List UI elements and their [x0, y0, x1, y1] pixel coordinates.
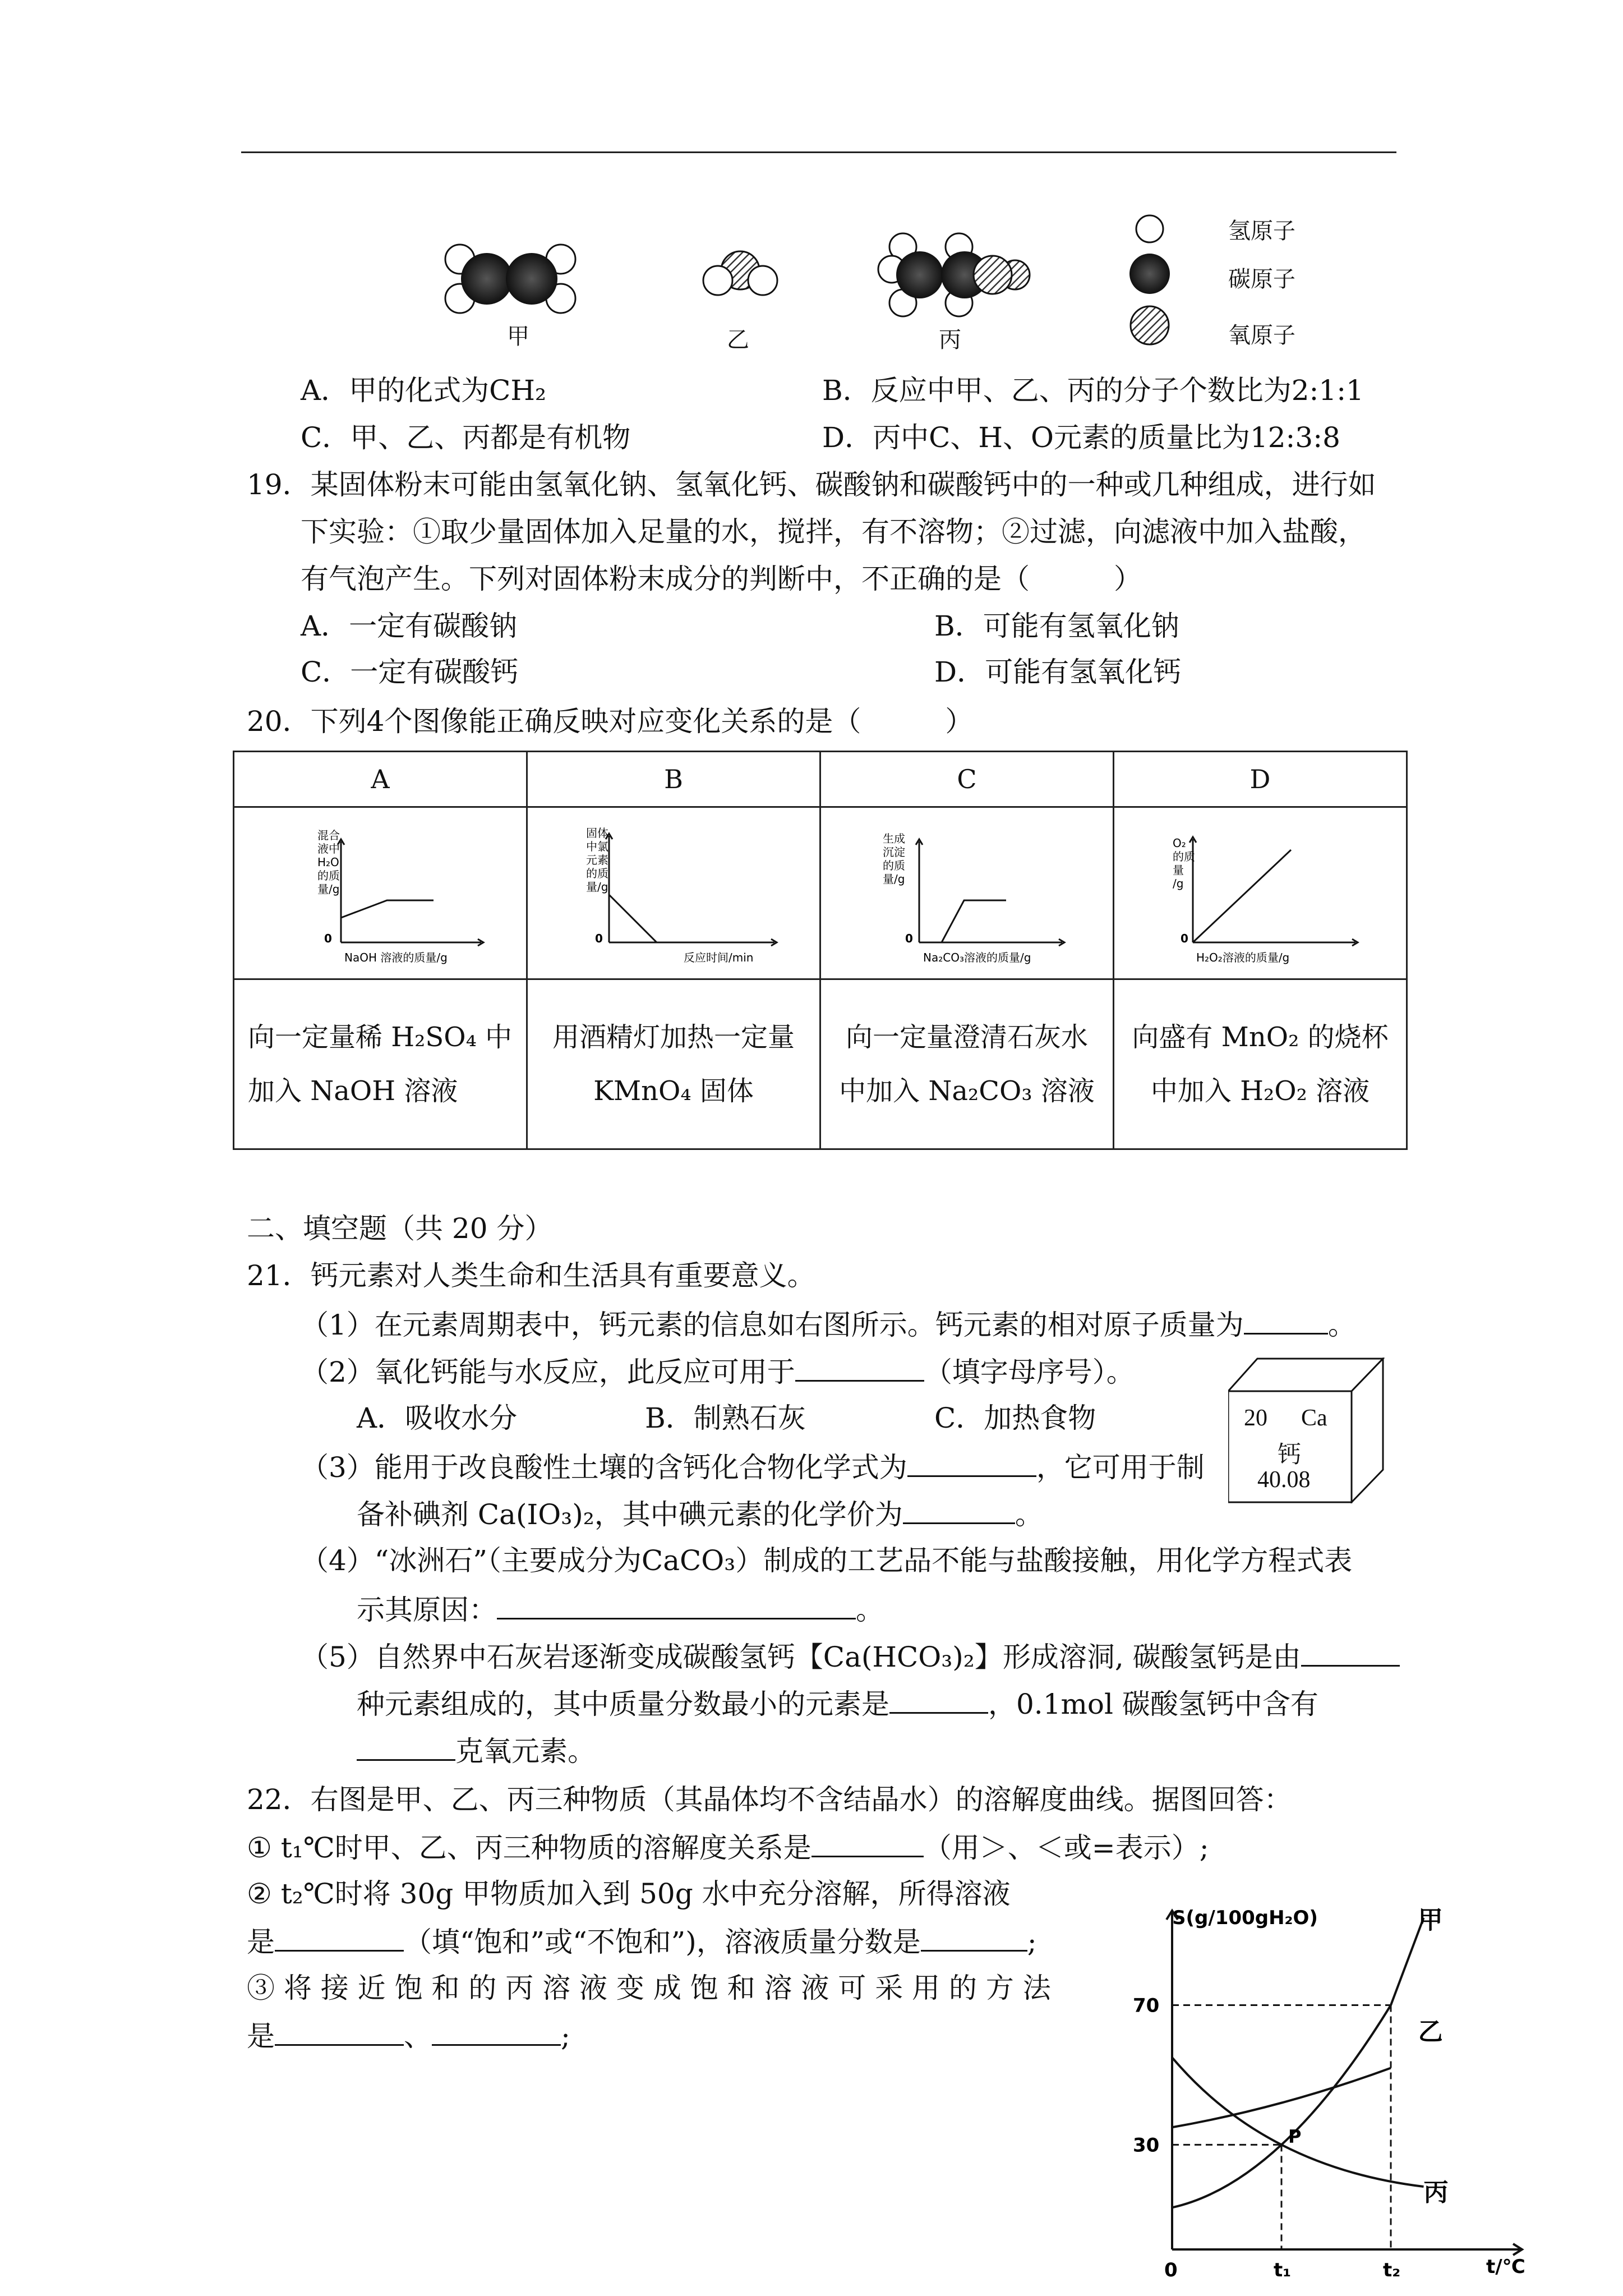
q20-c-origin: 0: [905, 932, 913, 945]
q21-part4-line2: [357, 1592, 884, 1627]
q21-part4-period: 。: [856, 1594, 884, 1626]
q21-blank-4[interactable]: [903, 1497, 1015, 1524]
label-yi: 乙: [727, 327, 749, 353]
q20-b-ylabel-3: 的质: [586, 867, 608, 880]
q20-b-xlabel: 反应时间/min: [684, 951, 754, 964]
q21-part3-text2: 备补碘剂 Ca(IO₃)₂，其中碘元素的化学价为: [357, 1498, 903, 1531]
q20-b-origin: 0: [595, 932, 603, 945]
q19-option-b: B．可能有氢氧化钠: [934, 610, 1179, 642]
q22-sub1-tail: （用＞、＜或=表示）;: [923, 1832, 1209, 1864]
q22-blank-2[interactable]: [275, 1924, 404, 1952]
legend-o-label: 氧原子: [1228, 323, 1295, 348]
chart-series-label: 丙: [1423, 2178, 1449, 2207]
q21-blank-7[interactable]: [889, 1686, 988, 1714]
q20-table: [233, 751, 1408, 1150]
chart-series-label: 乙: [1418, 2017, 1443, 2046]
label-bing: 丙: [939, 327, 961, 353]
q22-sub2-text: 是: [247, 1926, 275, 1958]
q20-desc-d-line1: 向盛有 MnO₂ 的烧杯: [1132, 1022, 1389, 1053]
q20-header-a: A: [234, 752, 527, 807]
q20-desc-a-line2: 加入 NaOH 溶液: [248, 1075, 458, 1107]
q22-sub3-text: 是: [247, 2020, 275, 2053]
q21-blank-3[interactable]: [907, 1450, 1036, 1477]
q20-b-ylabel-2: 元素: [586, 853, 608, 867]
q20-a-ylabel-4: 量/g: [317, 882, 340, 896]
q20-a-ylabel-3: 的质: [317, 869, 340, 882]
q22-blank-4[interactable]: [275, 2018, 404, 2046]
q19-option-c: C．一定有碳酸钙: [301, 656, 519, 688]
q20-a-origin: 0: [324, 932, 332, 945]
legend-h-label: 氢原子: [1228, 218, 1295, 244]
chart-point-p-label: P: [1288, 2125, 1302, 2147]
chart-series-line: [1172, 1918, 1424, 2207]
chart-x-tick-label: t₂: [1383, 2259, 1401, 2281]
chart-series-label: 甲: [1418, 1906, 1443, 1935]
q21-part2-text: （2）氧化钙能与水反应，此反应可用于: [301, 1356, 795, 1388]
q20-d-ylabel-3: /g: [1173, 877, 1184, 890]
chart-x-tick-label: t₁: [1274, 2259, 1292, 2281]
ca-symbol: Ca: [1301, 1405, 1327, 1431]
chart-ylabel: S(g/100gH₂O): [1172, 1907, 1318, 1929]
q20-a-ylabel-0: 混合: [317, 829, 340, 842]
chart-series-line: [1172, 2068, 1391, 2127]
q22-blank-5[interactable]: [432, 2018, 561, 2046]
q20-c-ylabel-3: 量/g: [883, 872, 905, 886]
q21-part5-text2: 种元素组成的，其中质量分数最小的元素是: [357, 1688, 889, 1720]
section-2-title: 二、填空题（共 20 分）: [247, 1212, 553, 1245]
q20-a-ylabel-1: 液中: [317, 842, 340, 855]
chart-y-tick-label: 30: [1133, 2134, 1160, 2157]
molecule-diagram: [432, 213, 1329, 359]
q21-part2-tail: （填字母序号）。: [924, 1356, 1135, 1388]
q20-a-xlabel: NaOH 溶液的质量/g: [344, 951, 448, 964]
q21-part1: [301, 1307, 1356, 1342]
q20-desc-a-line1: 向一定量稀 H₂SO₄ 中: [248, 1022, 513, 1053]
q20-graph-b-cell: [527, 807, 820, 979]
q21-part3-text: （3）能用于改良酸性土壤的含钙化合物化学式为: [301, 1451, 907, 1484]
q20-desc-b-line1: 用酒精灯加热一定量: [552, 1022, 795, 1053]
q20-desc-b: [527, 979, 820, 1149]
legend-c-icon: [1129, 254, 1170, 294]
q20-desc-a: [234, 979, 527, 1149]
q20-desc-d-line2: 中加入 H₂O₂ 溶液: [1150, 1075, 1370, 1107]
q21-part5-line1: [301, 1639, 1400, 1674]
q19-stem-line3: 有气泡产生。下列对固体粉末成分的判断中，不正确的是（ ）: [301, 563, 1142, 595]
q20-d-ylabel-1: 的质: [1173, 850, 1195, 863]
q22-blank-1[interactable]: [811, 1830, 924, 1857]
q21-part2: [301, 1354, 1135, 1389]
ca-atomic-number: 20: [1244, 1405, 1267, 1431]
q21-part1-text: （1）在元素周期表中，钙元素的信息如右图所示。钙元素的相对原子质量为: [301, 1309, 1244, 1341]
q20-c-ylabel-2: 的质: [883, 859, 905, 872]
q20-header-b: B: [527, 752, 820, 807]
q21-blank-6[interactable]: [1301, 1639, 1400, 1667]
q20-desc-c-line1: 向一定量澄清石灰水: [845, 1022, 1088, 1053]
q20-c-ylabel-0: 生成: [883, 832, 905, 845]
chart-y-tick-label: 70: [1133, 1994, 1160, 2017]
q19-option-a: A．一定有碳酸钠: [301, 610, 518, 642]
q19-stem-line2: 下实验：①取少量固体加入足量的水，搅拌，有不溶物；②过滤，向滤液中加入盐酸，: [301, 516, 1366, 548]
legend-c-label: 碳原子: [1228, 266, 1295, 292]
molecule-bing: [878, 233, 1030, 316]
q20-graph-d-cell: [1114, 807, 1407, 979]
q18-option-d: D．丙中C、H、O元素的质量比为12:3:8: [822, 421, 1340, 454]
ca-atomic-mass: 40.08: [1257, 1467, 1311, 1493]
molecule-yi: [703, 251, 777, 295]
ca-name: 钙: [1278, 1442, 1302, 1468]
q20-graph-a-cell: [234, 807, 527, 979]
q21-stem: 21．钙元素对人类生命和生活具有重要意义。: [247, 1259, 815, 1292]
label-jia: 甲: [507, 324, 529, 349]
q22-sub2-line2: [247, 1924, 1037, 1959]
header-rule: [241, 151, 1396, 153]
q21-blank-2[interactable]: [795, 1354, 924, 1382]
q22-sub3-line2: [247, 2018, 570, 2053]
molecule-jia: [445, 245, 575, 313]
q20-b-ylabel-1: 中氯: [586, 840, 608, 853]
q20-graph-b: [528, 808, 819, 976]
q21-part3-line2: [357, 1497, 1043, 1531]
q21-part5-text: （5）自然界中石灰岩逐渐变成碳酸氢钙【Ca(HCO₃)₂】形成溶洞, 碳酸氢钙是由: [301, 1641, 1301, 1673]
q21-part3-period: 。: [1015, 1498, 1043, 1531]
calcium-element-box: [1228, 1358, 1385, 1503]
q22-sub2-text2: （填“饱和”或“不饱和”)，溶液质量分数是: [404, 1926, 921, 1958]
q22-blank-3[interactable]: [921, 1924, 1027, 1952]
q18-option-a: A．甲的化式为CH₂: [301, 374, 547, 407]
q20-desc-b-line2: KMnO₄ 固体: [593, 1075, 754, 1107]
q20-b-ylabel-0: 固体: [586, 826, 608, 840]
q21-part5-line2: [357, 1686, 1318, 1721]
q22-sub3-sep: 、: [404, 2020, 432, 2053]
q22-stem: 22．右图是甲、乙、丙三种物质（其晶体均不含结晶水）的溶解度曲线。据图回答：: [247, 1783, 1292, 1816]
q18-option-b: B．反应中甲、乙、丙的分子个数比为2:1:1: [822, 374, 1364, 407]
q21-blank-1[interactable]: [1244, 1307, 1328, 1335]
q21-part5-text3: ，0.1mol 碳酸氢钙中含有: [988, 1688, 1318, 1720]
q21-part4-text: 示其原因：: [357, 1594, 497, 1626]
q20-graph-c: [821, 808, 1113, 976]
q20-desc-d: [1114, 979, 1407, 1149]
q20-d-ylabel-0: O₂: [1173, 836, 1186, 850]
q22-sub1-text: ① t₁℃时甲、乙、丙三种物质的溶解度关系是: [247, 1832, 811, 1864]
q20-desc-c: [820, 979, 1114, 1149]
legend-o-icon: [1131, 306, 1169, 344]
chart-x-tick-label: 0: [1164, 2259, 1178, 2281]
q21-blank-8[interactable]: [357, 1733, 455, 1761]
q21-part2-opt-c: C．加热食物: [934, 1402, 1096, 1434]
q22-sub2-tail: ;: [1027, 1926, 1037, 1958]
q20-b-ylabel-4: 量/g: [586, 880, 608, 894]
q20-d-xlabel: H₂O₂溶液的质量/g: [1196, 951, 1290, 964]
q21-part2-opt-b: B．制熟石灰: [645, 1402, 806, 1434]
q22-sub2-line1: ② t₂℃时将 30g 甲物质加入到 50g 水中充分溶解，所得溶液: [247, 1878, 1011, 1910]
q20-header-d: D: [1114, 752, 1407, 807]
chart-series-line: [1172, 2058, 1424, 2187]
q20-d-origin: 0: [1181, 932, 1188, 945]
q22-sub3-tail: ;: [561, 2020, 570, 2053]
q21-part2-opt-a: A．吸收水分: [357, 1402, 518, 1434]
q21-part1-period: 。: [1327, 1309, 1356, 1341]
q21-part5-line3: [357, 1733, 596, 1768]
q20-graph-a: [234, 808, 526, 976]
legend-h-icon: [1136, 215, 1163, 242]
q20-stem: 20．下列4个图像能正确反映对应变化关系的是（ ）: [247, 705, 974, 738]
q21-part5-text4: 克氧元素。: [455, 1735, 596, 1768]
q21-blank-5[interactable]: [497, 1592, 856, 1619]
q21-part3-tail: ，它可用于制: [1036, 1451, 1205, 1484]
q21-part4-line1: （4）“冰洲石”（主要成分为CaCO₃）制成的工艺品不能与盐酸接触，用化学方程式表: [301, 1544, 1353, 1577]
solubility-chart: [1116, 1902, 1565, 2289]
q18-option-c: C．甲、乙、丙都是有机物: [301, 421, 631, 454]
q19-option-d: D．可能有氢氧化钙: [934, 656, 1182, 688]
q20-d-ylabel-2: 量: [1173, 863, 1184, 877]
q20-header-c: C: [820, 752, 1114, 807]
q21-part3-line1: [301, 1450, 1205, 1484]
q20-c-xlabel: Na₂CO₃溶液的质量/g: [923, 951, 1031, 964]
q20-graph-d: [1114, 808, 1406, 976]
q20-a-ylabel-2: H₂O: [317, 855, 339, 869]
q20-graph-c-cell: [820, 807, 1114, 979]
q22-sub1: [247, 1830, 1209, 1865]
q20-desc-c-line2: 中加入 Na₂CO₃ 溶液: [839, 1075, 1095, 1107]
q19-stem-line1: 19．某固体粉末可能由氢氧化钠、氢氧化钙、碳酸钠和碳酸钙中的一种或几种组成，进行如: [247, 468, 1376, 501]
chart-xlabel: t/℃: [1486, 2256, 1525, 2278]
q20-c-ylabel-1: 沉淀: [883, 845, 905, 859]
q22-sub3-line1: ③ 将 接 近 饱 和 的 丙 溶 液 变 成 饱 和 溶 液 可 采 用 的 方 法: [247, 1972, 1051, 2004]
